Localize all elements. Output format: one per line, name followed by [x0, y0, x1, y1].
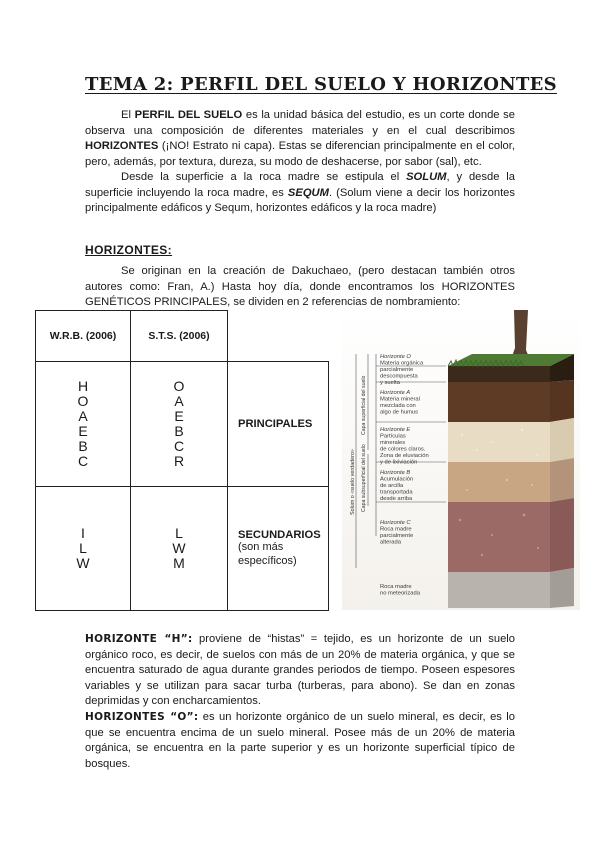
svg-text:Partículas: Partículas	[380, 433, 406, 440]
horizon-e-title: Horizonte E	[380, 427, 411, 433]
horizonte-h-term: HORIZONTE “H”:	[85, 633, 193, 645]
layer-rock	[448, 572, 550, 608]
layer-b	[448, 462, 550, 502]
svg-text:Materia orgánica: Materia orgánica	[380, 360, 424, 367]
horizontes-heading: HORIZONTES:	[85, 243, 173, 257]
sts-header: S.T.S. (2006)	[131, 311, 228, 362]
secundarios-label: SECUNDARIOS	[238, 529, 321, 541]
intro-paragraph-2: Desde la superficie a la roca madre se estipula el SOLUM, y desde la superficie incluyendo la roca madre, es SEQUM. (Solum viene a decir los horizontes principalmente edáficos y Sequm, horizontes edáficos y la roca madre)	[85, 171, 515, 214]
solum-label: Solum o «suelo verdadero»	[350, 449, 356, 515]
soil-block-side	[550, 354, 574, 608]
svg-text:Roca madre: Roca madre	[380, 526, 412, 533]
svg-text:y suelta: y suelta	[380, 380, 400, 386]
svg-text:Zona de eluviación: Zona de eluviación	[380, 453, 429, 459]
wrb-secundarios-cell: I L W	[36, 487, 131, 611]
layer-a	[448, 382, 550, 422]
capa-subsuperficial-label: Capa subsuperficial del suelo	[361, 444, 367, 512]
svg-text:de arcilla: de arcilla	[380, 483, 404, 489]
svg-text:no meteorizada: no meteorizada	[380, 590, 420, 597]
page-title: TEMA 2: PERFIL DEL SUELO Y HORIZONTES	[85, 74, 557, 95]
svg-text:mezclada con: mezclada con	[380, 403, 416, 409]
secundarios-cell	[228, 487, 329, 611]
svg-text:de colores claros.: de colores claros.	[380, 446, 426, 453]
horizonte-o-paragraph: HORIZONTES “O”: es un horizonte orgánico de un suelo mineral, es decir, es lo que se encuentra encima de un suelo mineral. Posee más de un 20% de materia orgánica, se encuentra en la parte superior y es un horizonte superficial típico de bosques.	[85, 711, 516, 770]
svg-text:parcialmente: parcialmente	[380, 367, 414, 373]
wrb-header: W.R.B. (2006)	[36, 311, 131, 362]
horizonte-h-paragraph: HORIZONTE “H”: proviene de “histas” = tejido, es un horizonte de un suelo orgánico roco, es decir, de suelos con más de un 20% de materia orgánica, y que se encuentra saturado de agua durante grandes periodos de tiempo. Poseen espesores variables y se utilizan para sacar turba (turberas, para abono). Se dan en zonas deprimidas y con encharcamientos.	[85, 633, 515, 707]
svg-text:minerales: minerales	[380, 440, 406, 446]
horizon-b-title: Horizonte B	[380, 470, 411, 476]
svg-text:desde arriba: desde arriba	[380, 496, 413, 502]
svg-text:transportada: transportada	[380, 489, 413, 496]
roca-madre-label: Roca madre	[380, 584, 412, 590]
svg-text:alterada: alterada	[380, 539, 401, 546]
horizon-c-title: Horizonte C	[380, 520, 411, 526]
horizon-o-title: Horizonte O	[380, 354, 411, 360]
horizonte-o-term: HORIZONTES “O”:	[85, 711, 199, 723]
layer-organic	[448, 366, 550, 382]
svg-text:Materia mineral: Materia mineral	[380, 396, 420, 403]
sts-secundarios-cell: L W M	[131, 487, 228, 611]
svg-text:parcialmente: parcialmente	[380, 533, 414, 539]
soil-profile-illustration	[342, 310, 580, 610]
sts-principales-cell: O A E B C R	[131, 362, 228, 487]
soil-block-front	[448, 366, 550, 608]
horizon-a-title: Horizonte A	[380, 390, 411, 396]
layer-c	[448, 502, 550, 572]
svg-text:algo de humus: algo de humus	[380, 409, 419, 416]
horizon-nomenclature-table	[35, 310, 329, 611]
capa-superficial-label: Capa superficial del suelo	[361, 375, 367, 435]
secundarios-subtext: (son más específicos)	[238, 541, 297, 567]
svg-text:Acumulación: Acumulación	[380, 476, 414, 483]
intro-paragraph-1: El PERFIL DEL SUELO es la unidad básica del estudio, es un corte donde se observa una composición de diferentes materiales y en el cual describimos HORIZONTES (¡NO! Estrato ni capa). Estas se diferencian principalmente en el color, pero, además, por textura, dureza, su modo de deshacerse, por sabor (sal), etc.	[85, 109, 515, 168]
svg-text:descompuesta: descompuesta	[380, 373, 418, 380]
principales-label: PRINCIPALES	[228, 362, 329, 487]
svg-text:y de lixiviación: y de lixiviación	[380, 459, 418, 466]
horizontes-paragraph: Se originan en la creación de Dakuchaeo, (pero destacan también otros autores como: Fran, A.) Hasta hoy día, donde encontramos los HORIZONTES GENÉTICOS PRINCIPALES, se dividen en 2 referencias de nombramiento:	[85, 265, 515, 308]
wrb-principales-cell: H O A E B C	[36, 362, 131, 487]
layer-e	[448, 422, 550, 462]
